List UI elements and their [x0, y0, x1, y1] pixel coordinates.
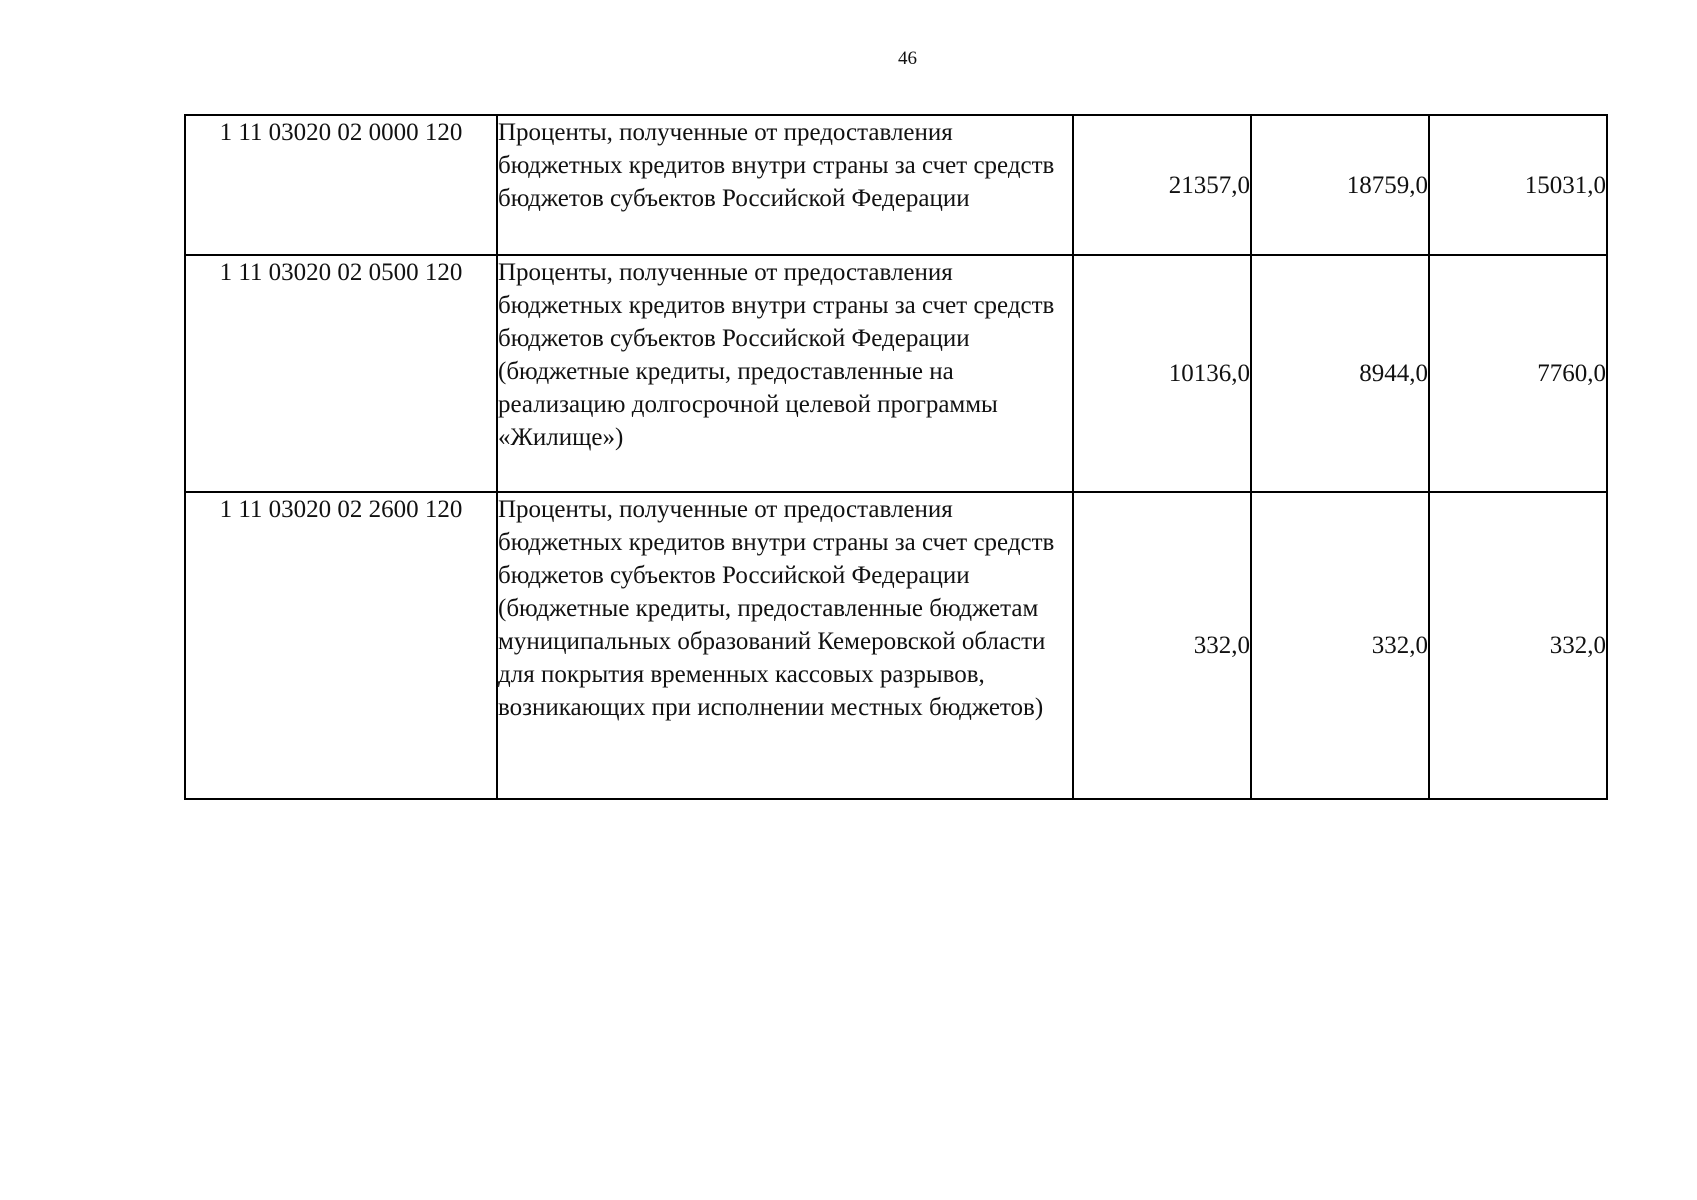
revenue-description: Проценты, полученные от предоставления бюджетных кредитов внутри страны за счет средств бюджетов субъектов Российской Федерации (бюджетные кредиты, предоставленные бюджетам муниципальных образований Кемеровской области для покрытия временных кассовых разрывов, возникающих при исполнении местных бюджетов)	[497, 492, 1073, 799]
budget-classification-code: 1 11 03020 02 0500 120	[185, 255, 497, 492]
amount-year-3: 15031,0	[1429, 115, 1607, 255]
budget-classification-code: 1 11 03020 02 2600 120	[185, 492, 497, 799]
amount-year-2: 8944,0	[1251, 255, 1429, 492]
amount-year-3: 7760,0	[1429, 255, 1607, 492]
amount-year-2: 332,0	[1251, 492, 1429, 799]
table-row	[185, 255, 1607, 492]
table-row	[185, 115, 1607, 255]
revenue-description: Проценты, полученные от предоставления бюджетных кредитов внутри страны за счет средств бюджетов субъектов Российской Федерации	[497, 115, 1073, 255]
revenue-description: Проценты, полученные от предоставления бюджетных кредитов внутри страны за счет средств бюджетов субъектов Российской Федерации (бюджетные кредиты, предоставленные на реализацию долгосрочной целевой программы «Жилище»)	[497, 255, 1073, 492]
budget-classification-code: 1 11 03020 02 0000 120	[185, 115, 497, 255]
budget-revenue-table	[184, 114, 1608, 800]
amount-year-3: 332,0	[1429, 492, 1607, 799]
page-number: 46	[898, 48, 917, 69]
table-row	[185, 492, 1607, 799]
amount-year-2: 18759,0	[1251, 115, 1429, 255]
amount-year-1: 10136,0	[1073, 255, 1251, 492]
amount-year-1: 332,0	[1073, 492, 1251, 799]
amount-year-1: 21357,0	[1073, 115, 1251, 255]
